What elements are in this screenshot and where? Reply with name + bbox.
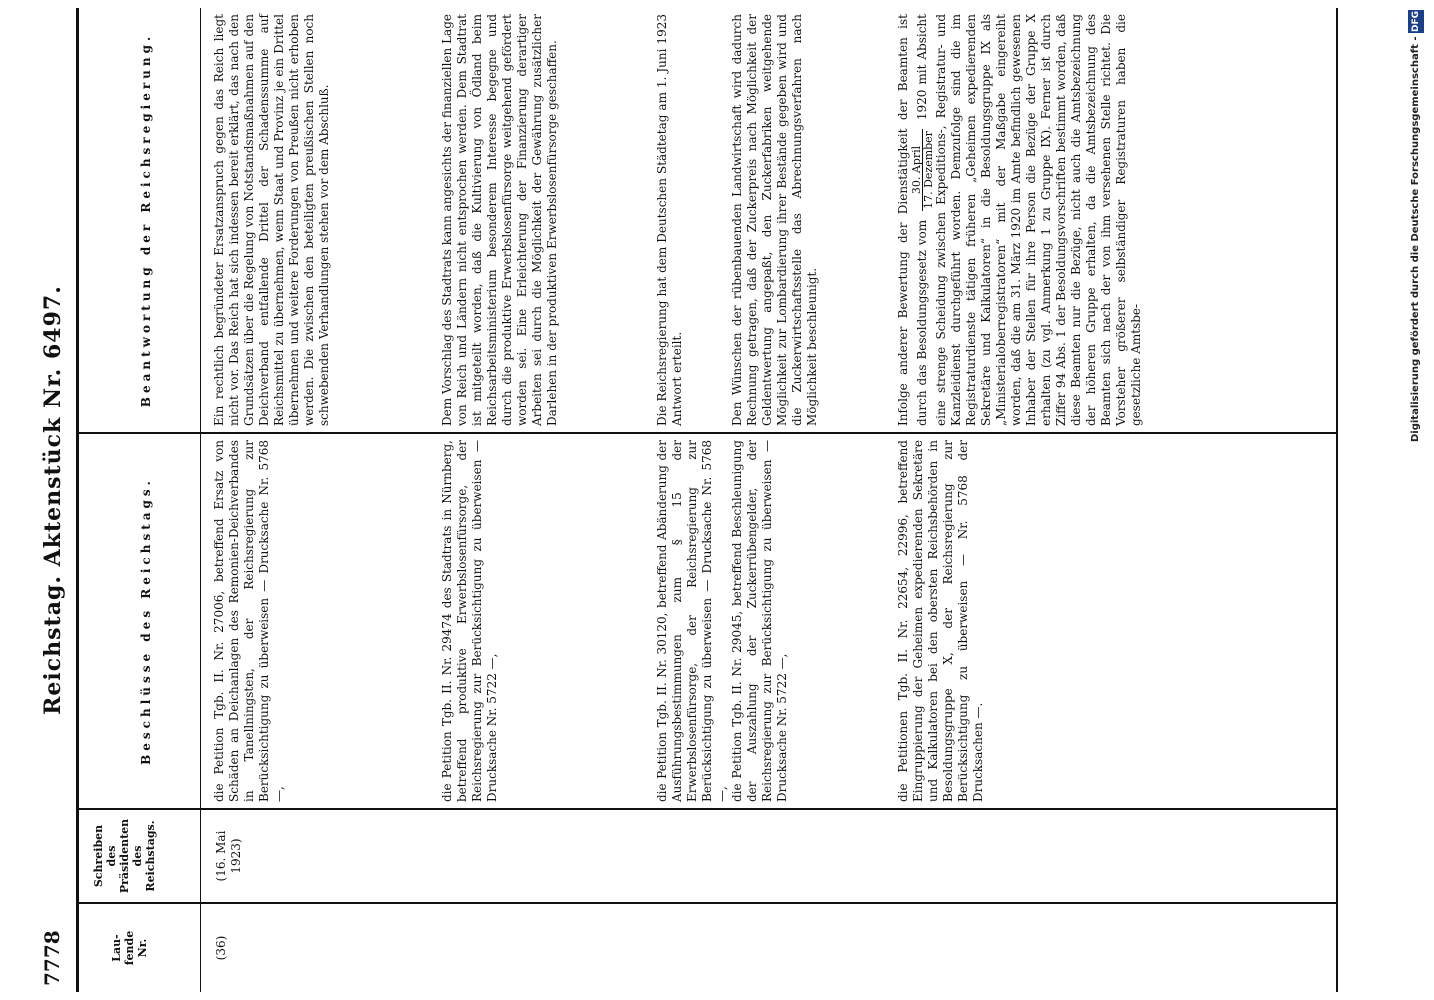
header-bottom-rule — [200, 8, 201, 992]
column-divider-2 — [76, 808, 1338, 810]
col-header-nr: Lau- fende Nr. — [110, 930, 149, 966]
column-divider-3 — [76, 432, 1338, 434]
beschluss-5: die Petitionen Tgb. II. Nr. 22654, 22996, betreffend Eingruppierung der Geheimen expedierenden Sekretäre und Kalkulatoren bei den obersten Reichsbehörden in Besoldungsgruppe X, der Reichsregierung zur Berücksichtigung zu überweisen — Nr. 5768 der Drucksachen —. — [896, 440, 985, 802]
fraction-denominator: 17. Dezember — [922, 131, 935, 209]
antwort-5-body: 1920 mit Absicht eine strenge Scheidung zwischen Expeditions-, Registratur- und Kanzleidienst durchgeführt worden. Demzufolge sind die im Registraturdienste tätigen früheren „Geheimen expedierenden Sekretäre und Kalkulatoren“ in die Besoldungsgruppe IX als „Ministerialoberregistratoren“ mit der Maßgabe eingereiht worden, daß die am 31. März 1920 im Amte befindlich gewesenen Inhaber der Stellen für ihre Person die Bezüge der Gruppe X erhalten (zu vgl. Anmerkung 1 zu Gruppe IX). Ferner ist durch Ziffer 94 Abs. 1 der Besoldungsvorschriften bestimmt worden, daß diese Beamten nur die Bezüge, nicht auch die Amtsbezeichnung der höheren Gruppe erhalten, da die Amtsbezeichnung des Beamten sich nach der von ihm versehenen Stelle richtet. Die Vorsteher größerer selbständiger Registraturen haben die gesetzliche Amtsbe- — [915, 14, 1143, 426]
antwort-5-intro: Infolge anderer Bewertung der Dienstätigkeit der Beamten ist durch das Besoldungsgesetz vom — [896, 14, 929, 426]
beschluss-2: die Petition Tgb. II. Nr. 29474 des Stadtrats in Nürnberg, betreffend produktive Erwerbslosenfürsorge, der Reichsregierung zur Berücksichtigung zu überweisen — Drucksache Nr. 5722 —, — [440, 440, 499, 802]
table-bottom-rule — [1336, 8, 1338, 992]
antwort-3: Die Reichsregierung hat dem Deutschen Städtetag am 1. Juni 1923 Antwort erteilt. — [655, 14, 684, 426]
row-number: (36) — [214, 935, 228, 961]
dfg-logo: DFG — [1408, 10, 1424, 33]
beschluss-4: die Petition Tgb. II. Nr. 29045, betreffend Beschleunigung der Auszahlung der Zuckerrübengelder, der Reichsregierung zur Berücksichtigung zu überweisen — Drucksache Nr. 5722 —, — [730, 440, 789, 802]
col-header-president: Schreiben des Präsidenten des Reichstags. — [92, 818, 157, 894]
date-fraction — [911, 129, 934, 211]
beschluss-1: die Petition Tgb. II. Nr. 27006, betreffend Ersatz von Schäden an Deichanlagen des Remonien-Deichverbandes in Tanellningsten, der Reichsregierung zur Berücksichtigung zu überweisen — Drucksache Nr. 5768 —, — [212, 440, 286, 802]
col-header-beschluesse: Beschlüsse des Reichstags. — [139, 477, 153, 765]
digitization-credit — [1408, 10, 1428, 442]
table-top-rule — [76, 8, 79, 992]
fraction-numerator: 30. April — [911, 129, 923, 211]
page-number: 7778 — [40, 930, 64, 986]
row-date: (16. Mai 1923) — [214, 830, 243, 882]
running-title: Reichstag. Aktenstück Nr. 6497. — [40, 285, 66, 715]
antwort-2: Dem Vorschlag des Stadtrats kann angesichts der finanziellen Lage von Reich und Ländern nicht entsprochen werden. Dem Stadtrat ist mitgeteilt worden, daß die Kultivierung von Ödland beim Reichsarbeitsministerium besonderem Interesse begegne und durch die produktive Erwerbslosenfürsorge weitgehend gefördert worden sei. Eine Erleichterung der Finanzierung derartiger Arbeiten sei durch die Möglichkeit der Gewährung zusätzlicher Darlehen in der produktiven Erwerbslosenfürsorge geschaffen. — [440, 14, 559, 426]
antwort-1: Ein rechtlich begründeter Ersatzanspruch gegen das Reich liegt nicht vor. Das Reich hat sich indessen bereit erklärt, das nach den Grundsätzen über die Regelung von Notstandsmaßnahmen auf den Deichverband entfallende Drittel der Schadenssumme auf Reichsmittel zu übernehmen, wenn Staat und Provinz je ein Drittel übernehmen und weitere Forderungen von Preußen nicht erhoben werden. Die zwischen den beteiligten preußischen Stellen noch schwebenden Verhandlungen stehen vor dem Abschluß. — [212, 14, 331, 426]
column-divider-1 — [76, 902, 1338, 904]
antwort-5 — [896, 14, 1144, 426]
credit-text: Digitalisierung gefördert durch die Deutsche Forschungsgemeinschaft - — [1410, 36, 1421, 443]
antwort-4: Den Wünschen der rübenbauenden Landwirtschaft wird dadurch Rechnung getragen, daß der Zuckerpreis nach Möglichkeit der Geldentwertung angepaßt, den Zuckerfabriken weitgehende Möglichkeit zur Lombardierung ihrer Bestände gegeben wird und die Zuckerwirtschaftsstelle das Abrechnungsverfahren nach Möglichkeit beschleunigt. — [730, 14, 819, 426]
beschluss-3: die Petition Tgb. II. Nr. 30120, betreffend Abänderung der Ausführungsbestimmungen zum § 15 der Erwerbslosenfürsorge, der Reichsregierung zur Berücksichtigung zu überweisen — Drucksache Nr. 5768 —, — [655, 440, 729, 802]
col-header-beantwortung: Beantwortung der Reichsregierung. — [139, 32, 153, 408]
